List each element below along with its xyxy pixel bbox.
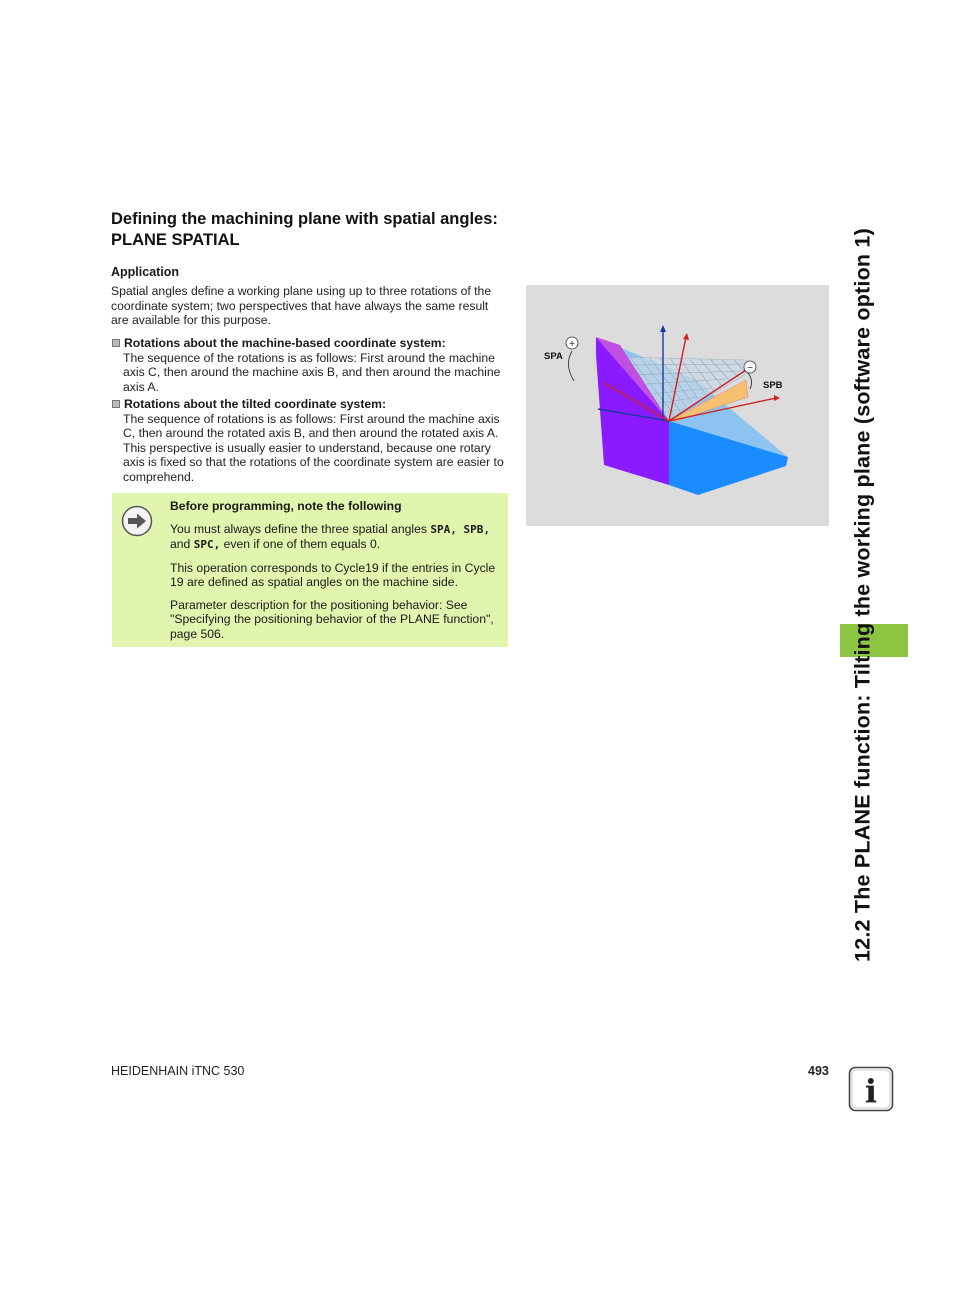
svg-text:i: i [864,1072,878,1110]
note-title: Before programming, note the following [170,499,402,513]
bullet-text: The sequence of the rotations is as follows: First around the machine axis C, then around the machine axis B, and then around the machine axis A. [123,350,501,394]
bullet-square-icon [112,400,120,408]
spa-arc [568,351,574,381]
footer-product: HEIDENHAIN iTNC 530 [111,1064,245,1078]
page-number: 493 [808,1064,829,1078]
note-paragraph-3: Parameter description for the positioning behavior: See "Specifying the positioning behavior of the PLANE function", page 506. [170,597,494,641]
bullet-tilted [111,397,509,484]
bullet-heading: Rotations about the tilted coordinate system: [124,397,387,411]
arrow-right-icon [121,505,153,537]
label-spb: SPB [763,380,783,391]
bullet-heading: Rotations about the machine-based coordinate system: [124,336,446,350]
code-spc: SPC, [193,538,221,551]
label-spa: SPA [544,351,563,362]
note-paragraph-2: This operation corresponds to Cycle19 if the entries in Cycle 19 are defined as spatial angles on the machine side. [170,560,496,589]
subheading: Application [111,265,180,279]
spb-arc [748,373,752,389]
tilted-plane-illustration [526,285,829,526]
bullet-text: The sequence of rotations is as follows: First around the machine axis C, then around the rotated axis B, and then around the rotated axis A. This perspective is usually easier to understand, because one rotary axis is fixed so that the rotations of the coordinate system are easier to comprehend. [123,411,504,484]
info-icon [848,1066,894,1112]
spatial-angles-figure [526,285,829,526]
bullet-square-icon [112,339,120,347]
plus-sign: + [569,339,575,350]
section-title: Defining the machining plane with spatial angles: PLANE SPATIAL [111,210,498,249]
bullet-machine-based [111,336,509,394]
note-paragraph-1: You must always define the three spatial angles SPA, SPB, and SPC, even if one of them equals 0. [170,521,490,551]
note-box [112,493,508,647]
intro-paragraph: Spatial angles define a working plane using up to three rotations of the coordinate system; two perspectives that have always the same result are available for this purpose. [111,284,492,327]
side-chapter-title: 12.2 The PLANE function: Tilting the working plane (software option 1) [850,228,875,962]
code-spa-spb: SPA, SPB, [430,522,490,536]
minus-sign: − [747,363,753,374]
